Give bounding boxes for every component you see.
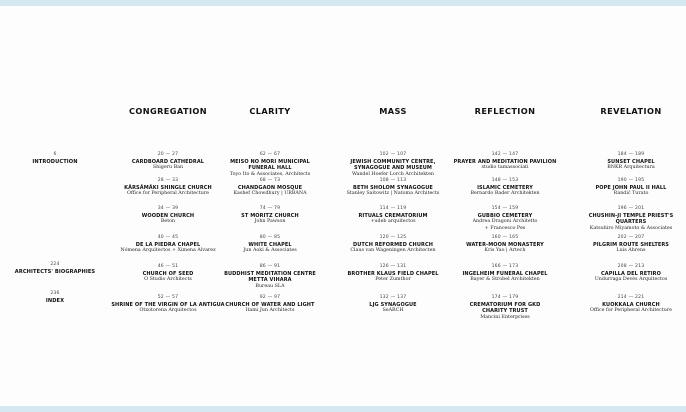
entry-architect: Stanley Saitowitz | Natoma Architects: [346, 191, 440, 197]
page-range: 224: [50, 262, 60, 267]
page-range: 208 — 213: [617, 264, 645, 269]
page-range: 28 — 33: [157, 178, 179, 183]
entry-title: KÄRSÄMÄKI SHINGLE CHURCH: [124, 184, 212, 191]
entry-title: JEWISH COMMUNITY CENTRE, SYNAGOGUE AND MUSEUM: [350, 158, 436, 172]
toc-entry[interactable]: [450, 235, 560, 255]
page-range: 174 — 179: [491, 295, 519, 300]
entry-architect: Jun Aoki & Associates: [243, 248, 297, 254]
page-range: 132 — 137: [379, 295, 407, 300]
entry-architect: Kris Yao | Artech: [484, 248, 526, 254]
page-range: 196 — 201: [617, 206, 645, 211]
toc-entry[interactable]: [450, 178, 560, 198]
page-range: 20 — 27: [157, 152, 179, 157]
page-range: 148 — 153: [491, 178, 519, 183]
entry-title: INTRODUCTION: [32, 158, 78, 165]
entry-architect: Bureau SLA: [255, 283, 285, 289]
toc-entry[interactable]: [572, 295, 686, 315]
entry-title: ARCHITECTS' BIOGRAPHIES: [14, 268, 96, 275]
entry-title: CHURCH OF SEED: [142, 270, 194, 277]
page-range: 62 — 67: [259, 152, 281, 157]
toc-entry[interactable]: [572, 152, 686, 172]
page-range: 34 — 39: [157, 206, 179, 211]
toc-entry[interactable]: [572, 264, 686, 284]
entry-title: INDEX: [45, 297, 65, 304]
entry-title: RITUALS CREMATORIUM: [358, 212, 428, 219]
entry-architect: Kashef Chowdhury | URBANA: [233, 191, 307, 197]
entry-title: WHITE CHAPEL: [248, 241, 292, 248]
toc-entry[interactable]: [338, 295, 448, 315]
entry-architect: Katsuhiro Miyamoto & Associates: [589, 225, 673, 231]
toc-entry[interactable]: [338, 178, 448, 198]
entry-architect: BNKR Arquitectura: [607, 165, 655, 171]
page-range: 68 — 73: [259, 178, 281, 183]
page-range: 74 — 79: [259, 206, 281, 211]
contents-page: [0, 6, 686, 406]
page-range: 190 — 195: [617, 178, 645, 183]
toc-entry[interactable]: [338, 264, 448, 284]
page-range: 202 — 207: [617, 235, 645, 240]
section-heading: REFLECTION: [474, 106, 536, 116]
page-range: 236: [50, 291, 60, 296]
entry-architect: Luis Ahrens: [616, 248, 646, 254]
page-range: 6: [53, 152, 57, 157]
page-range: 214 — 221: [617, 295, 645, 300]
page-range: 114 — 119: [379, 206, 407, 211]
page-range: 102 — 107: [379, 152, 407, 157]
side-entry-introduction[interactable]: [0, 152, 110, 165]
section-heading: REVELATION: [600, 106, 662, 116]
entry-title: ISLAMIC CEMETERY: [477, 184, 533, 191]
entry-architect: Claus van Wageningen Architecten: [350, 248, 436, 254]
side-entry-biographies[interactable]: [0, 262, 110, 275]
entry-architect: Undurraga Devés Arquitectos: [594, 277, 668, 283]
entry-title: DUTCH REFORMED CHURCH: [353, 241, 433, 248]
toc-entry[interactable]: [450, 295, 560, 321]
toc-entry[interactable]: [215, 206, 325, 226]
toc-entry[interactable]: [108, 264, 228, 284]
page-range: 80 — 85: [259, 235, 281, 240]
entry-title: INGELHEIM FUNERAL CHAPEL: [462, 270, 548, 277]
entry-title: PILGRIM ROUTE SHELTERS: [592, 241, 669, 248]
entry-title: LJG SYNAGOGUE: [369, 301, 417, 308]
entry-architect: studio tamassociati: [481, 165, 529, 171]
entry-title: BUDDHIST MEDITATION CENTRE METTA VIHARA: [224, 270, 316, 284]
page-range: 126 — 131: [379, 264, 407, 269]
entry-architect: Nómena Arquitectos + Ximena Alvarez: [120, 248, 216, 254]
page-range: 40 — 45: [157, 235, 179, 240]
entry-architect: John Pawson: [254, 219, 286, 225]
entry-title: KUOKKALA CHURCH: [602, 301, 660, 308]
entry-title: BETH SHOLOM SYNAGOGUE: [353, 184, 433, 191]
page-range: 120 — 125: [379, 235, 407, 240]
page-range: 184 — 189: [617, 152, 645, 157]
toc-entry[interactable]: [338, 235, 448, 255]
page-range: 160 — 165: [491, 235, 519, 240]
page-range: 166 — 173: [491, 264, 519, 269]
entry-title: DE LA PIEDRA CHAPEL: [135, 241, 201, 248]
page-range: 86 — 91: [259, 264, 281, 269]
page-range: 142 — 147: [491, 152, 519, 157]
entry-architect: Mancini Enterprises: [480, 314, 530, 320]
entry-architect: Office for Peripheral Architecture: [590, 308, 672, 314]
entry-title: CREMATORIUM FOR GKD CHARITY TRUST: [469, 301, 541, 315]
toc-entry[interactable]: [215, 295, 325, 315]
entry-title: BROTHER KLAUS FIELD CHAPEL: [347, 270, 439, 277]
toc-entry[interactable]: [338, 206, 448, 226]
toc-entry[interactable]: [108, 178, 228, 198]
toc-entry[interactable]: [215, 178, 325, 198]
entry-title: POPE JOHN PAUL II HALL: [595, 184, 667, 191]
entry-title: SUNSET CHAPEL: [607, 158, 655, 165]
section-heading: CONGREGATION: [128, 106, 208, 116]
entry-architect: Andrea Dragoni Architetto + Francesco Pes: [472, 219, 538, 231]
page-range: 108 — 113: [379, 178, 407, 183]
section-heading: MASS: [379, 106, 407, 116]
page-range: 154 — 159: [491, 206, 519, 211]
entry-title: WATER-MOON MONASTERY: [466, 241, 544, 248]
entry-title: ST MORITZ CHURCH: [241, 212, 299, 219]
toc-entry[interactable]: [450, 264, 560, 284]
entry-architect: Beton: [160, 219, 176, 225]
entry-title: MEISO NO MORI MUNICIPAL FUNERAL HALL: [230, 158, 310, 172]
toc-entry[interactable]: [572, 178, 686, 198]
section-heading: CLARITY: [249, 106, 291, 116]
entry-title: SHRINE OF THE VIRGIN OF LA ANTIGUA: [111, 301, 225, 308]
toc-entry[interactable]: [572, 235, 686, 255]
toc-entry[interactable]: [108, 206, 228, 226]
toc-entry[interactable]: [572, 206, 686, 232]
entry-architect: Bernardo Bader Architekten: [470, 191, 540, 197]
entry-title: WOODEN CHURCH: [141, 212, 195, 219]
toc-entry[interactable]: [215, 152, 325, 178]
toc-entry[interactable]: [108, 295, 228, 315]
entry-architect: SeARCH: [382, 308, 404, 314]
entry-title: GUBBIO CEMETERY: [477, 212, 533, 219]
entry-architect: Shigeru Ban: [152, 165, 184, 171]
toc-entry[interactable]: [450, 206, 560, 232]
toc-entry[interactable]: [450, 152, 560, 172]
page-range: 52 — 57: [157, 295, 179, 300]
entry-architect: Otxotorena Arquitectos: [139, 308, 197, 314]
entry-architect: Itami Jun Architects: [245, 308, 295, 314]
entry-architect: Randić Turato: [613, 191, 649, 197]
entry-architect: O Studio Architects: [144, 277, 192, 283]
entry-architect: Wandel Hoefer Lorch Architekten: [351, 171, 435, 177]
entry-architect: Bayer & Strobel Architekten: [470, 277, 540, 283]
entry-title: CHANDGAON MOSQUE: [237, 184, 303, 191]
entry-title: CHURCH OF WATER AND LIGHT: [225, 301, 315, 308]
entry-architect: Toyo Ito & Associates, Architects: [229, 171, 311, 177]
toc-entry[interactable]: [108, 235, 228, 255]
side-entry-index[interactable]: [0, 291, 110, 304]
page-range: 92 — 97: [259, 295, 281, 300]
toc-entry[interactable]: [215, 235, 325, 255]
entry-title: CHUSHIN-JI TEMPLE PRIEST'S QUARTERS: [588, 212, 674, 226]
entry-title: PRAYER AND MEDITATION PAVILION: [453, 158, 557, 165]
page-range: 46 — 51: [157, 264, 179, 269]
toc-entry[interactable]: [338, 152, 448, 178]
entry-architect: Peter Zumthor: [375, 277, 411, 283]
toc-entry[interactable]: [108, 152, 228, 172]
entry-title: CAPILLA DEL RETIRO: [601, 270, 661, 277]
entry-architect: Office for Peripheral Architecture: [127, 191, 209, 197]
entry-architect: +udeb arquitectos: [370, 219, 416, 225]
entry-title: CARDBOARD CATHEDRAL: [131, 158, 205, 165]
toc-entry[interactable]: [215, 264, 325, 290]
